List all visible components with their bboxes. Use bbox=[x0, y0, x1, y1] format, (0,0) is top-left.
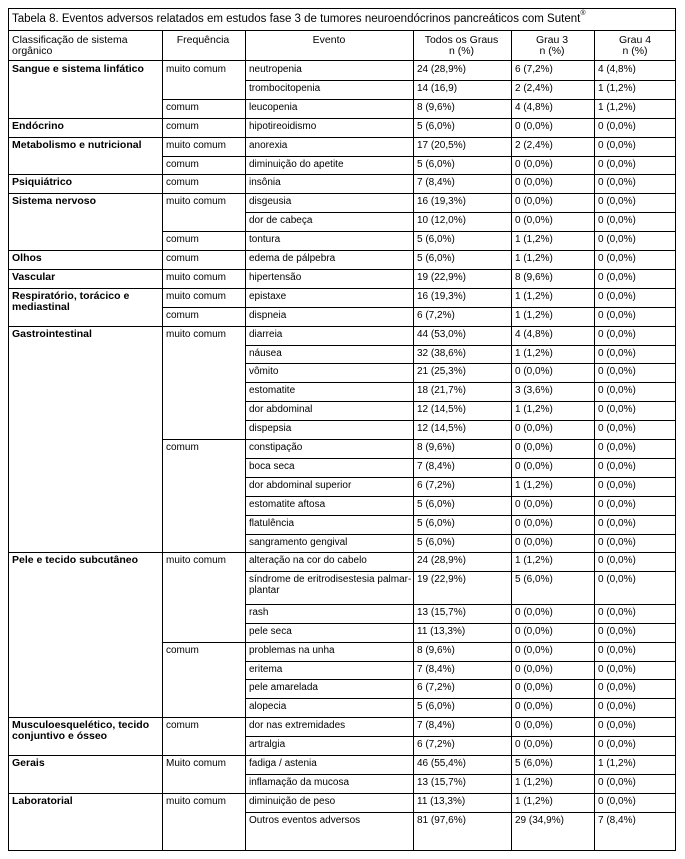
event-name: dor de cabeça bbox=[249, 215, 313, 227]
row-divider bbox=[245, 774, 676, 775]
grade-3-value: 3 (3,6%) bbox=[515, 385, 553, 397]
event-name: náusea bbox=[249, 347, 282, 359]
grade-3-value: 0 (0,0%) bbox=[515, 644, 553, 656]
grade-4-value: 0 (0,0%) bbox=[598, 739, 636, 751]
frequency-label: muito comum bbox=[166, 795, 227, 807]
header-frequency: Frequência bbox=[176, 34, 230, 46]
frequency-label: comum bbox=[166, 309, 199, 321]
all-grades-value: 13 (15,7%) bbox=[417, 606, 466, 618]
grade-3-value: 0 (0,0%) bbox=[515, 517, 553, 529]
event-name: edema de pálpebra bbox=[249, 253, 336, 264]
event-name: dor abdominal bbox=[249, 404, 313, 416]
subgroup-divider bbox=[162, 307, 676, 308]
all-grades-value: 5 (6,0%) bbox=[417, 158, 455, 170]
frequency-label: Muito comum bbox=[166, 758, 227, 769]
event-name: rash bbox=[249, 606, 269, 618]
header-divider bbox=[9, 60, 676, 61]
column-divider bbox=[162, 31, 163, 851]
grade-3-value: 0 (0,0%) bbox=[515, 158, 553, 170]
all-grades-value: 16 (19,3%) bbox=[417, 196, 466, 208]
grade-4-value: 0 (0,0%) bbox=[598, 215, 636, 227]
event-name: eritema bbox=[249, 663, 283, 675]
group-divider bbox=[9, 137, 676, 138]
row-divider bbox=[245, 80, 676, 81]
subgroup-divider bbox=[162, 439, 676, 440]
grade-4-value: 0 (0,0%) bbox=[598, 442, 636, 453]
header-event: Evento bbox=[312, 34, 346, 46]
grade-3-value: 1 (1,2%) bbox=[515, 253, 553, 264]
grade-4-value: 0 (0,0%) bbox=[598, 158, 636, 170]
grade-3-value: 0 (0,0%) bbox=[515, 366, 553, 378]
all-grades-value: 6 (7,2%) bbox=[417, 739, 455, 751]
group-divider bbox=[9, 288, 676, 289]
grade-4-value: 0 (0,0%) bbox=[598, 460, 636, 472]
grade-3-value: 6 (7,2%) bbox=[515, 64, 553, 75]
group-divider bbox=[9, 755, 676, 756]
grade-3-value: 0 (0,0%) bbox=[515, 423, 553, 435]
event-name: vômito bbox=[249, 366, 279, 378]
grade-4-value: 7 (8,4%) bbox=[598, 814, 636, 826]
event-name: artralgia bbox=[249, 739, 286, 751]
frequency-label: comum bbox=[166, 253, 199, 264]
grade-3-value: 0 (0,0%) bbox=[515, 720, 553, 732]
grade-3-value: 0 (0,0%) bbox=[515, 177, 553, 189]
all-grades-value: 13 (15,7%) bbox=[417, 776, 466, 788]
frequency-label: comum bbox=[166, 442, 199, 453]
event-name: leucopenia bbox=[249, 101, 298, 113]
event-name: sangramento gengival bbox=[249, 536, 348, 548]
grade-4-value: 0 (0,0%) bbox=[598, 795, 636, 807]
subgroup-divider bbox=[162, 99, 676, 100]
column-divider bbox=[511, 31, 512, 851]
registered-mark: ® bbox=[580, 10, 586, 17]
all-grades-value: 21 (25,3%) bbox=[417, 366, 466, 378]
system-label: Sistema nervoso bbox=[12, 196, 97, 208]
row-divider bbox=[245, 458, 676, 459]
row-divider bbox=[245, 623, 676, 624]
event-name: diarreia bbox=[249, 328, 283, 340]
row-divider bbox=[245, 698, 676, 699]
system-label: Pele e tecido subcutâneo bbox=[12, 555, 139, 567]
table-title-text: Tabela 8. Eventos adversos relatados em estudos fase 3 de tumores neuroendócrinos pancreáticos com Sutent bbox=[12, 13, 581, 25]
event-name: anorexia bbox=[249, 139, 288, 151]
all-grades-value: 8 (9,6%) bbox=[417, 644, 455, 656]
grade-4-value: 1 (1,2%) bbox=[598, 758, 636, 769]
frequency-label: muito comum bbox=[166, 139, 227, 151]
all-grades-value: 5 (6,0%) bbox=[417, 517, 455, 529]
event-name: trombocitopenia bbox=[249, 82, 321, 94]
all-grades-value: 6 (7,2%) bbox=[417, 682, 455, 694]
event-name: estomatite bbox=[249, 385, 296, 397]
grade-4-value: 0 (0,0%) bbox=[598, 555, 636, 567]
grade-4-value: 0 (0,0%) bbox=[598, 701, 636, 713]
frequency-label: muito comum bbox=[166, 271, 227, 283]
event-name: dor abdominal superior bbox=[249, 479, 352, 491]
all-grades-value: 7 (8,4%) bbox=[417, 177, 455, 189]
row-divider bbox=[245, 604, 676, 605]
row-divider bbox=[245, 382, 676, 383]
grade-3-value: 0 (0,0%) bbox=[515, 536, 553, 548]
frequency-label: muito comum bbox=[166, 290, 227, 302]
grade-3-value: 4 (4,8%) bbox=[515, 101, 553, 113]
frequency-label: muito comum bbox=[166, 328, 227, 340]
row-divider bbox=[245, 496, 676, 497]
all-grades-value: 8 (9,6%) bbox=[417, 442, 455, 453]
row-divider bbox=[245, 401, 676, 402]
all-grades-value: 24 (28,9%) bbox=[417, 64, 466, 75]
grade-3-value: 0 (0,0%) bbox=[515, 460, 553, 472]
column-divider bbox=[413, 31, 414, 851]
grade-3-value: 0 (0,0%) bbox=[515, 682, 553, 694]
all-grades-value: 19 (22,9%) bbox=[417, 574, 466, 586]
event-name: neutropenia bbox=[249, 64, 302, 75]
grade-4-value: 0 (0,0%) bbox=[598, 517, 636, 529]
row-divider bbox=[245, 812, 676, 813]
frequency-label: comum bbox=[166, 644, 199, 656]
grade-3-value: 0 (0,0%) bbox=[515, 663, 553, 675]
all-grades-value: 5 (6,0%) bbox=[417, 120, 455, 132]
all-grades-value: 5 (6,0%) bbox=[417, 498, 455, 510]
grade-4-value: 0 (0,0%) bbox=[598, 196, 636, 208]
all-grades-value: 46 (55,4%) bbox=[417, 758, 466, 769]
frequency-label: comum bbox=[166, 234, 199, 246]
event-name: alteração na cor do cabelo bbox=[249, 555, 367, 567]
event-name: flatulência bbox=[249, 517, 295, 529]
row-divider bbox=[245, 679, 676, 680]
grade-3-value: 0 (0,0%) bbox=[515, 196, 553, 208]
event-name: hipotireoidismo bbox=[249, 120, 317, 132]
grade-4-value: 4 (4,8%) bbox=[598, 64, 636, 75]
all-grades-value: 44 (53,0%) bbox=[417, 328, 466, 340]
grade-3-value: 1 (1,2%) bbox=[515, 290, 553, 302]
all-grades-value: 17 (20,5%) bbox=[417, 139, 466, 151]
event-name: dor nas extremidades bbox=[249, 720, 346, 732]
grade-3-value: 29 (34,9%) bbox=[515, 814, 564, 826]
all-grades-value: 5 (6,0%) bbox=[417, 701, 455, 713]
grade-4-value: 0 (0,0%) bbox=[598, 347, 636, 359]
grade-4-value: 0 (0,0%) bbox=[598, 271, 636, 283]
all-grades-value: 6 (7,2%) bbox=[417, 309, 455, 321]
all-grades-value: 14 (16,9) bbox=[417, 82, 458, 94]
grade-4-value: 0 (0,0%) bbox=[598, 498, 636, 510]
event-name: hipertensão bbox=[249, 271, 302, 283]
group-divider bbox=[9, 174, 676, 175]
all-grades-value: 7 (8,4%) bbox=[417, 663, 455, 675]
all-grades-value: 8 (9,6%) bbox=[417, 101, 455, 113]
grade-4-value: 0 (0,0%) bbox=[598, 423, 636, 435]
grade-4-value: 0 (0,0%) bbox=[598, 776, 636, 788]
all-grades-value: 19 (22,9%) bbox=[417, 271, 466, 283]
grade-4-value: 0 (0,0%) bbox=[598, 536, 636, 548]
grade-4-value: 0 (0,0%) bbox=[598, 663, 636, 675]
row-divider bbox=[245, 515, 676, 516]
header-grade-4: Grau 4 n (%) bbox=[618, 34, 652, 57]
all-grades-value: 12 (14,5%) bbox=[417, 404, 466, 416]
header-grade-3: Grau 3 n (%) bbox=[535, 34, 569, 57]
all-grades-value: 18 (21,7%) bbox=[417, 385, 466, 397]
frequency-label: muito comum bbox=[166, 64, 227, 75]
group-divider bbox=[9, 552, 676, 553]
grade-4-value: 0 (0,0%) bbox=[598, 328, 636, 340]
grade-4-value: 0 (0,0%) bbox=[598, 309, 636, 321]
row-divider bbox=[245, 571, 676, 572]
frequency-label: comum bbox=[166, 120, 199, 132]
group-divider bbox=[9, 118, 676, 119]
grade-4-value: 0 (0,0%) bbox=[598, 385, 636, 397]
grade-3-value: 0 (0,0%) bbox=[515, 442, 553, 453]
grade-3-value: 1 (1,2%) bbox=[515, 555, 553, 567]
grade-3-value: 2 (2,4%) bbox=[515, 82, 553, 94]
all-grades-value: 6 (7,2%) bbox=[417, 479, 455, 491]
grade-4-value: 0 (0,0%) bbox=[598, 479, 636, 491]
header-system: Classificação de sistema orgânico bbox=[12, 34, 128, 57]
grade-4-value: 0 (0,0%) bbox=[598, 139, 636, 151]
grade-4-value: 0 (0,0%) bbox=[598, 720, 636, 732]
grade-3-value: 1 (1,2%) bbox=[515, 479, 553, 491]
event-name: problemas na unha bbox=[249, 644, 335, 656]
all-grades-value: 5 (6,0%) bbox=[417, 253, 455, 264]
system-label: Gerais bbox=[12, 758, 45, 769]
event-name: diminuição do apetite bbox=[249, 158, 344, 170]
all-grades-value: 24 (28,9%) bbox=[417, 555, 466, 567]
grade-4-value: 0 (0,0%) bbox=[598, 177, 636, 189]
event-name: insônia bbox=[249, 177, 281, 189]
row-divider bbox=[245, 363, 676, 364]
event-name: dispneia bbox=[249, 309, 287, 321]
grade-3-value: 0 (0,0%) bbox=[515, 498, 553, 510]
grade-3-value: 2 (2,4%) bbox=[515, 139, 553, 151]
event-name: Outros eventos adversos bbox=[249, 814, 361, 826]
grade-3-value: 4 (4,8%) bbox=[515, 328, 553, 340]
grade-3-value: 0 (0,0%) bbox=[515, 120, 553, 132]
event-name: estomatite aftosa bbox=[249, 498, 326, 510]
grade-3-value: 1 (1,2%) bbox=[515, 795, 553, 807]
all-grades-value: 5 (6,0%) bbox=[417, 234, 455, 246]
all-grades-value: 5 (6,0%) bbox=[417, 536, 455, 548]
event-name: disgeusia bbox=[249, 196, 292, 208]
grade-4-value: 1 (1,2%) bbox=[598, 101, 636, 113]
subgroup-divider bbox=[162, 642, 676, 643]
all-grades-value: 81 (97,6%) bbox=[417, 814, 466, 826]
subgroup-divider bbox=[162, 156, 676, 157]
group-divider bbox=[9, 793, 676, 794]
all-grades-value: 16 (19,3%) bbox=[417, 290, 466, 302]
table-title bbox=[9, 9, 675, 31]
event-name: diminuição de peso bbox=[249, 795, 336, 807]
system-label: Endócrino bbox=[12, 120, 64, 132]
adverse-events-table bbox=[8, 8, 676, 851]
grade-4-value: 0 (0,0%) bbox=[598, 234, 636, 246]
grade-3-value: 1 (1,2%) bbox=[515, 404, 553, 416]
frequency-label: comum bbox=[166, 177, 199, 189]
system-label: Laboratorial bbox=[12, 795, 73, 807]
system-label: Psiquiátrico bbox=[12, 177, 73, 189]
system-label: Metabolismo e nutricional bbox=[12, 139, 142, 151]
row-divider bbox=[245, 420, 676, 421]
grade-4-value: 0 (0,0%) bbox=[598, 253, 636, 264]
grade-3-value: 0 (0,0%) bbox=[515, 215, 553, 227]
row-divider bbox=[245, 661, 676, 662]
system-label: Vascular bbox=[12, 271, 56, 283]
group-divider bbox=[9, 193, 676, 194]
group-divider bbox=[9, 717, 676, 718]
event-name: constipação bbox=[249, 442, 303, 453]
grade-3-value: 1 (1,2%) bbox=[515, 347, 553, 359]
all-grades-value: 12 (14,5%) bbox=[417, 423, 466, 435]
row-divider bbox=[245, 477, 676, 478]
frequency-label: muito comum bbox=[166, 196, 227, 208]
row-divider bbox=[245, 345, 676, 346]
row-divider bbox=[245, 534, 676, 535]
all-grades-value: 10 (12,0%) bbox=[417, 215, 466, 227]
subgroup-divider bbox=[162, 231, 676, 232]
grade-4-value: 0 (0,0%) bbox=[598, 120, 636, 132]
grade-3-value: 8 (9,6%) bbox=[515, 271, 553, 283]
frequency-label: muito comum bbox=[166, 555, 227, 567]
grade-3-value: 0 (0,0%) bbox=[515, 739, 553, 751]
event-name: dispepsia bbox=[249, 423, 292, 435]
group-divider bbox=[9, 326, 676, 327]
row-divider bbox=[245, 736, 676, 737]
system-label: Olhos bbox=[12, 253, 42, 264]
grade-4-value: 0 (0,0%) bbox=[598, 644, 636, 656]
event-name: pele seca bbox=[249, 625, 292, 637]
frequency-label: comum bbox=[166, 101, 199, 113]
event-name: boca seca bbox=[249, 460, 295, 472]
all-grades-value: 7 (8,4%) bbox=[417, 460, 455, 472]
grade-3-value: 1 (1,2%) bbox=[515, 309, 553, 321]
grade-4-value: 1 (1,2%) bbox=[598, 82, 636, 94]
grade-3-value: 1 (1,2%) bbox=[515, 234, 553, 246]
event-name: fadiga / astenia bbox=[249, 758, 317, 769]
header-all-grades: Todos os Graus n (%) bbox=[424, 34, 499, 57]
frequency-label: comum bbox=[166, 158, 199, 170]
row-divider bbox=[245, 212, 676, 213]
grade-3-value: 5 (6,0%) bbox=[515, 574, 553, 586]
event-name: tontura bbox=[249, 234, 281, 246]
all-grades-value: 32 (38,6%) bbox=[417, 347, 466, 359]
frequency-label: comum bbox=[166, 720, 199, 732]
grade-3-value: 0 (0,0%) bbox=[515, 606, 553, 618]
all-grades-value: 11 (13,3%) bbox=[417, 795, 466, 807]
grade-4-value: 0 (0,0%) bbox=[598, 606, 636, 618]
event-name: epistaxe bbox=[249, 290, 287, 302]
group-divider bbox=[9, 269, 676, 270]
system-label: Musculoesquelético, tecido conjuntivo e ósseo bbox=[12, 720, 150, 743]
grade-4-value: 0 (0,0%) bbox=[598, 682, 636, 694]
grade-4-value: 0 (0,0%) bbox=[598, 625, 636, 637]
system-label: Sangue e sistema linfático bbox=[12, 64, 144, 75]
group-divider bbox=[9, 250, 676, 251]
grade-3-value: 5 (6,0%) bbox=[515, 758, 553, 769]
grade-4-value: 0 (0,0%) bbox=[598, 404, 636, 416]
all-grades-value: 11 (13,3%) bbox=[417, 625, 466, 637]
grade-3-value: 0 (0,0%) bbox=[515, 625, 553, 637]
grade-4-value: 0 (0,0%) bbox=[598, 366, 636, 378]
grade-4-value: 0 (0,0%) bbox=[598, 290, 636, 302]
event-name: pele amarelada bbox=[249, 682, 318, 694]
event-name: inflamação da mucosa bbox=[249, 776, 350, 788]
system-label: Gastrointestinal bbox=[12, 328, 92, 340]
all-grades-value: 7 (8,4%) bbox=[417, 720, 455, 732]
grade-3-value: 0 (0,0%) bbox=[515, 701, 553, 713]
grade-4-value: 0 (0,0%) bbox=[598, 574, 636, 586]
grade-3-value: 1 (1,2%) bbox=[515, 776, 553, 788]
system-label: Respiratório, torácico e mediastinal bbox=[12, 290, 130, 313]
event-name: alopecia bbox=[249, 701, 287, 713]
event-name: síndrome de eritrodisestesia palmar-plantar bbox=[249, 574, 412, 597]
